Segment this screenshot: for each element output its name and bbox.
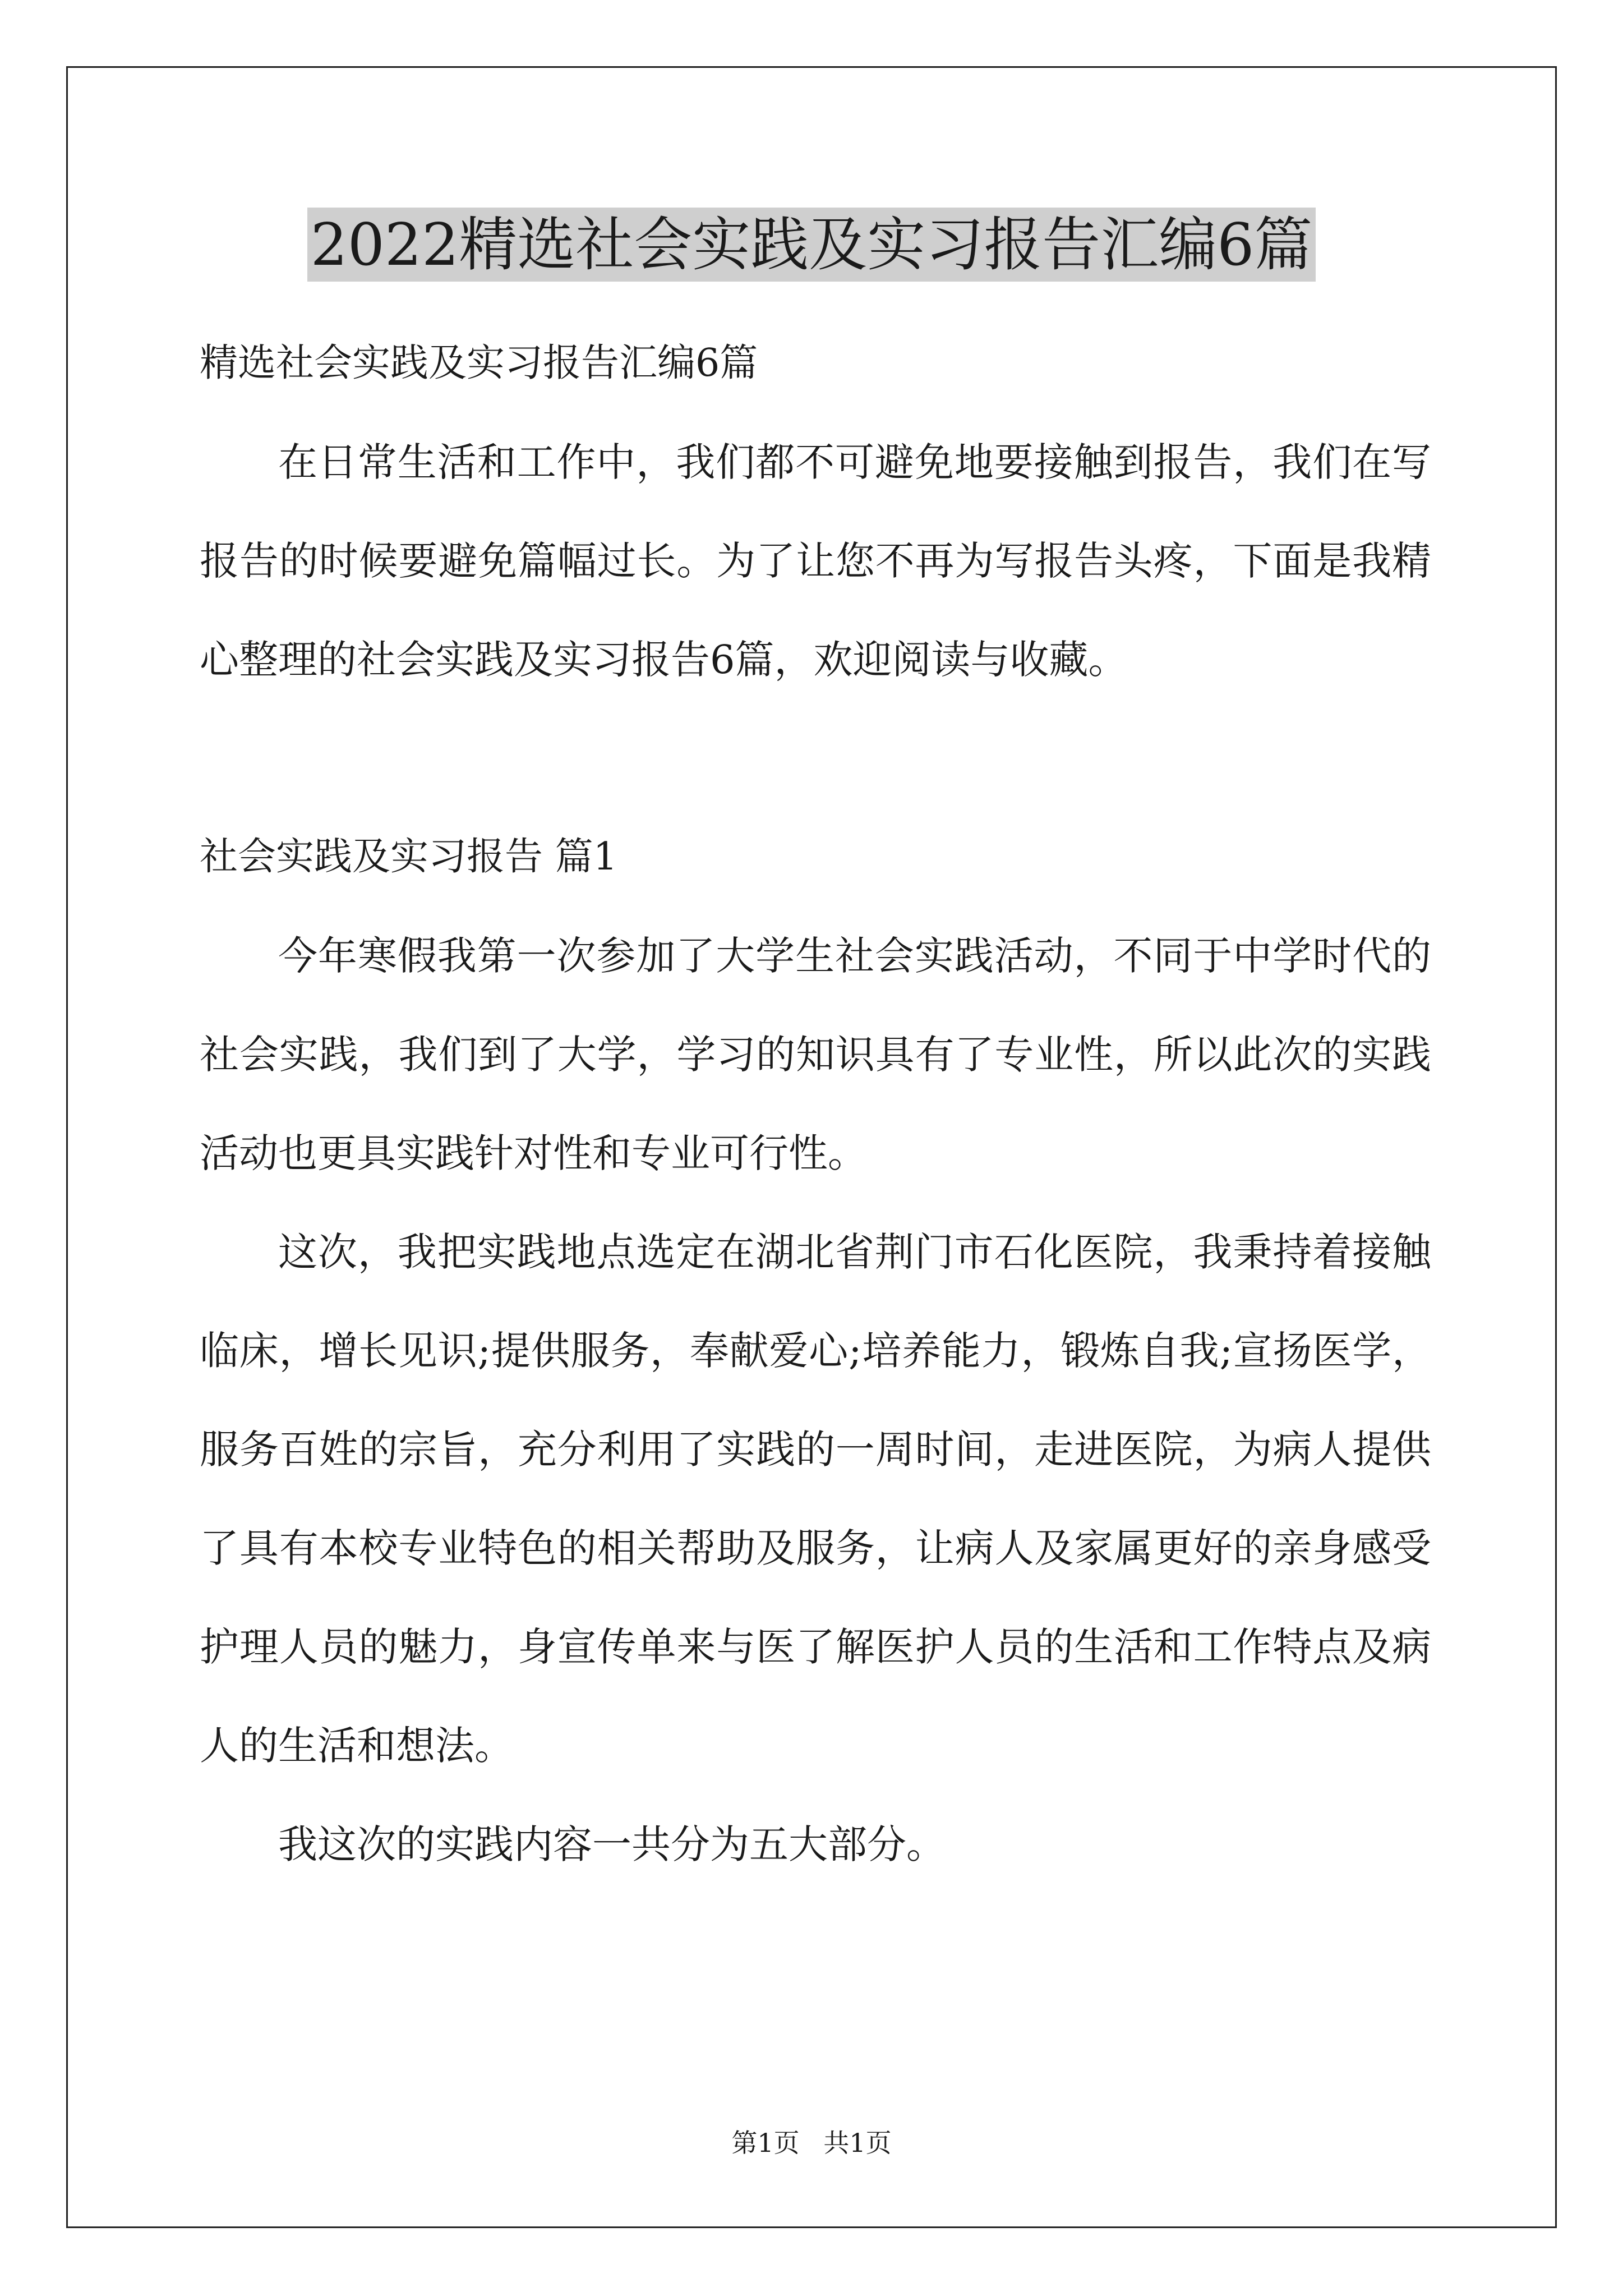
document-subtitle: 精选社会实践及实习报告汇编6篇 [200, 341, 758, 385]
document-title-text: 2022精选社会实践及实习报告汇编6篇 [307, 208, 1316, 282]
body-paragraph-3: 我这次的实践内容一共分为五大部分。 [278, 1821, 946, 1867]
body-paragraph-1: 今年寒假我第一次参加了大学生社会实践活动，不同于中学时代的社会实践，我们到了大学，学习的知识具有了专业性，所以此次的实践活动也更具实践针对性和专业可行性。 [200, 933, 1431, 1176]
section-heading: 社会实践及实习报告 篇1 [200, 835, 617, 879]
document-title [0, 208, 1623, 282]
page-number-current: 第1页 [731, 2128, 800, 2158]
section-gap [200, 709, 1431, 808]
page-footer [0, 2126, 1623, 2160]
document-body [200, 314, 1431, 1894]
body-paragraph-2: 这次，我把实践地点选定在湖北省荆门市石化医院，我秉持着接触临床，增长见识;提供服务，奉献爱心;培养能力，锻炼自我;宣扬医学，服务百姓的宗旨，充分利用了实践的一周时间，走进医院，为病人提供了具有本校专业特色的相关帮助及服务，让病人及家属更好的亲身感受护理人员的魅力，身宣传单来与医了解医护人员的生活和工作特点及病人的生活和想法。 [200, 1229, 1431, 1769]
intro-paragraph: 在日常生活和工作中，我们都不可避免地要接触到报告，我们在写报告的时候要避免篇幅过长。为了让您不再为写报告头疼，下面是我精心整理的社会实践及实习报告6篇，欢迎阅读与收藏。 [200, 439, 1431, 683]
page-number-total: 共1页 [823, 2128, 892, 2158]
